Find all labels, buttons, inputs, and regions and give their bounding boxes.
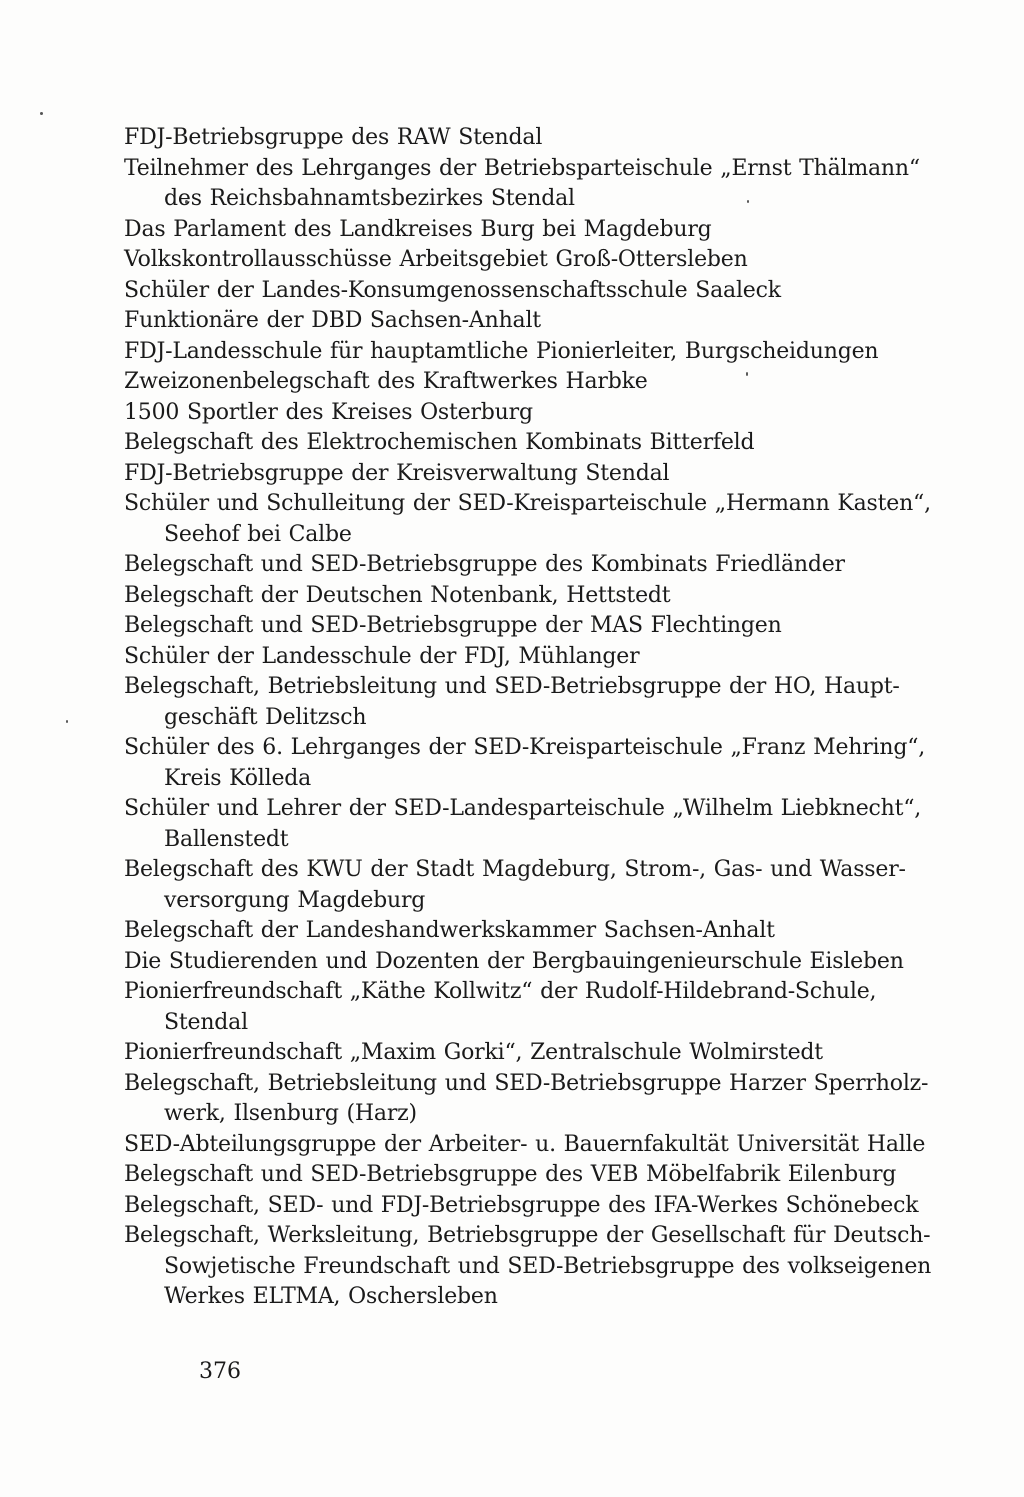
list-item — [124, 794, 954, 855]
entry-line: Zweizonenbelegschaft des Kraftwerkes Harbke — [124, 369, 648, 394]
list-item — [124, 1191, 954, 1222]
list-item — [124, 489, 954, 550]
list-item — [124, 550, 954, 581]
list-item — [124, 276, 954, 307]
list-item — [124, 611, 954, 642]
list-item — [124, 398, 954, 429]
entry-continuation-line: Stendal — [164, 1009, 248, 1035]
page-number: 376 — [199, 1359, 241, 1384]
entry-continuation-line: geschäft Delitzsch — [164, 704, 367, 730]
list-item — [124, 947, 954, 978]
entry-line: Belegschaft, Betriebsleitung und SED-Betriebsgruppe Harzer Sperrholz- — [124, 1070, 929, 1096]
entry-line: Schüler der Landes-Konsumgenossenschaftsschule Saaleck — [124, 277, 781, 303]
list-item — [124, 215, 954, 246]
list-item — [124, 672, 954, 733]
entry-line: Belegschaft und SED-Betriebsgruppe des Kombinats Friedländer — [124, 552, 845, 577]
entry-continuation-line: werk, Ilsenburg (Harz) — [164, 1101, 417, 1126]
entry-line: Belegschaft, Werksleitung, Betriebsgruppe der Gesellschaft für Deutsch- — [124, 1223, 931, 1248]
entry-continuation-line: Sowjetische Freundschaft und SED-Betriebsgruppe des volkseigenen — [164, 1253, 932, 1279]
list-item — [124, 306, 954, 337]
list-item — [124, 581, 954, 612]
entry-line: Belegschaft, SED- und FDJ-Betriebsgruppe des IFA-Werkes Schönebeck — [124, 1192, 919, 1218]
entry-line: Belegschaft des KWU der Stadt Magdeburg, Strom-, Gas- und Wasser- — [124, 857, 906, 882]
entry-line: Das Parlament des Landkreises Burg bei Magdeburg — [124, 216, 712, 242]
list-item — [124, 1069, 954, 1130]
entry-continuation-line: des Reichsbahnamtsbezirkes Stendal — [164, 186, 575, 211]
list-item — [124, 1038, 954, 1069]
entry-line: Belegschaft der Landeshandwerkskammer Sachsen-Anhalt — [124, 918, 775, 943]
entry-line: FDJ-Betriebsgruppe des RAW Stendal — [124, 125, 543, 150]
print-speck — [66, 720, 68, 723]
print-speck — [40, 112, 43, 115]
dedication-list — [124, 123, 954, 1313]
list-item — [124, 245, 954, 276]
entry-line: Belegschaft, Betriebsleitung und SED-Betriebsgruppe der HO, Haupt- — [124, 674, 900, 699]
list-item — [124, 916, 954, 947]
list-item — [124, 1221, 954, 1313]
list-item — [124, 459, 954, 490]
entry-line: Belegschaft und SED-Betriebsgruppe der MAS Flechtingen — [124, 613, 782, 638]
entry-line: Funktionäre der DBD Sachsen-Anhalt — [124, 308, 541, 333]
list-item — [124, 337, 954, 368]
list-item — [124, 1130, 954, 1161]
entry-line: Volkskontrollausschüsse Arbeitsgebiet Groß-Ottersleben — [124, 247, 748, 272]
entry-line: Pionierfreundschaft „Maxim Gorki“, Zentralschule Wolmirstedt — [124, 1040, 823, 1065]
entry-line: SED-Abteilungsgruppe der Arbeiter- u. Bauernfakultät Universität Halle — [124, 1131, 926, 1157]
list-item — [124, 154, 954, 215]
list-item — [124, 1160, 954, 1191]
entry-continuation-line: Werkes ELTMA, Oschersleben — [164, 1284, 498, 1309]
list-item — [124, 367, 954, 398]
list-item — [124, 428, 954, 459]
list-item — [124, 977, 954, 1038]
entry-line: Schüler des 6. Lehrganges der SED-Kreisparteischule „Franz Mehring“, — [124, 735, 926, 760]
entry-continuation-line: versorgung Magdeburg — [164, 887, 426, 913]
entry-line: Die Studierenden und Dozenten der Bergbauingenieurschule Eisleben — [124, 948, 904, 974]
list-item — [124, 642, 954, 673]
entry-line: Teilnehmer des Lehrganges der Betriebsparteischule „Ernst Thälmann“ — [124, 155, 920, 181]
list-item — [124, 855, 954, 916]
entry-line: Schüler und Schulleitung der SED-Kreisparteischule „Hermann Kasten“, — [124, 491, 931, 516]
entry-line: Schüler und Lehrer der SED-Landesparteischule „Wilhelm Liebknecht“, — [124, 796, 922, 821]
entry-line: Belegschaft des Elektrochemischen Kombinats Bitterfeld — [124, 430, 755, 455]
entry-line: Pionierfreundschaft „Käthe Kollwitz“ der Rudolf-Hildebrand-Schule, — [124, 979, 877, 1004]
entry-line: 1500 Sportler des Kreises Osterburg — [124, 399, 533, 425]
entry-line: FDJ-Landesschule für hauptamtliche Pionierleiter, Burgscheidungen — [124, 338, 879, 364]
entry-line: Belegschaft und SED-Betriebsgruppe des VEB Möbelfabrik Eilenburg — [124, 1162, 897, 1187]
entry-continuation-line: Seehof bei Calbe — [164, 521, 352, 547]
list-item — [124, 733, 954, 794]
entry-continuation-line: Ballenstedt — [164, 826, 289, 852]
entry-continuation-line: Kreis Kölleda — [164, 765, 312, 791]
entry-line: Belegschaft der Deutschen Notenbank, Hettstedt — [124, 582, 671, 608]
entry-line: Schüler der Landesschule der FDJ, Mühlanger — [124, 643, 640, 669]
entry-line: FDJ-Betriebsgruppe der Kreisverwaltung Stendal — [124, 460, 670, 486]
list-item — [124, 123, 954, 154]
